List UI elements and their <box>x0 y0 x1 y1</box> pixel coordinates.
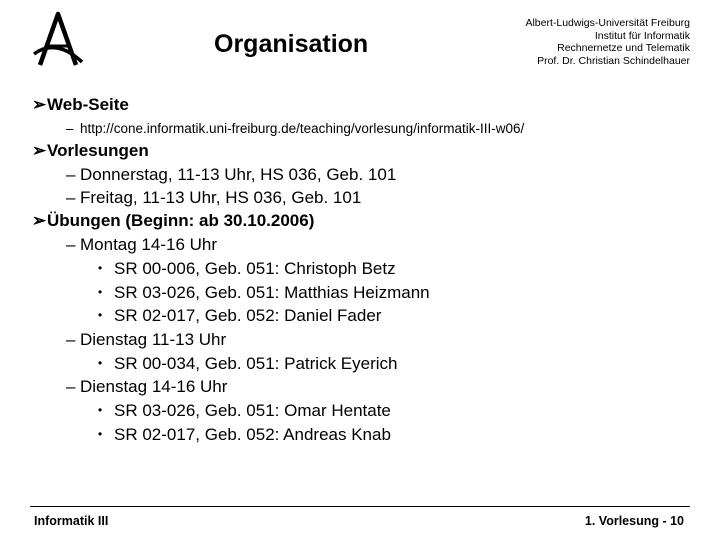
list-item <box>66 188 361 208</box>
dot-bullet: • <box>98 285 103 299</box>
list-item <box>66 165 396 185</box>
section-uebungen <box>32 211 314 231</box>
list-item <box>98 259 396 279</box>
group-label <box>66 330 226 350</box>
section-heading: Web-Seite <box>47 95 129 114</box>
list-item <box>98 354 397 374</box>
group-label <box>66 235 217 255</box>
arrow-bullet-icon: ➢ <box>32 95 47 114</box>
list-item <box>98 425 391 445</box>
footer-divider <box>30 506 690 507</box>
dash-bullet: – <box>66 377 76 396</box>
list-item <box>98 283 430 303</box>
list-item <box>98 306 381 326</box>
institution-block <box>430 17 690 67</box>
dot-bullet: • <box>98 261 103 275</box>
uebung-item-text: SR 03-026, Geb. 051: Matthias Heizmann <box>114 283 430 302</box>
uebung-item-text: SR 03-026, Geb. 051: Omar Hentate <box>114 401 391 420</box>
dash-bullet: – <box>66 121 74 136</box>
institution-line: Prof. Dr. Christian Schindelhauer <box>537 54 690 67</box>
footer-course: Informatik III <box>34 514 109 528</box>
institution-line: Institut für Informatik <box>594 29 690 42</box>
dot-bullet: • <box>98 356 103 370</box>
uebung-item-text: SR 02-017, Geb. 052: Andreas Knab <box>114 425 391 444</box>
dash-bullet: – <box>66 188 76 207</box>
institution-line: Albert-Ludwigs-Universität Freiburg <box>525 17 690 29</box>
footer-page-number: 1. Vorlesung - 10 <box>584 514 684 528</box>
group-label <box>66 377 227 397</box>
section-heading: Vorlesungen <box>47 141 149 160</box>
dash-bullet: – <box>66 235 76 254</box>
dash-bullet: – <box>66 165 76 184</box>
arrow-bullet-icon: ➢ <box>32 211 47 230</box>
section-heading: Übungen <box>47 211 121 230</box>
section-webseite <box>32 95 129 115</box>
arrow-bullet-icon: ➢ <box>32 141 47 160</box>
group-label-text: Dienstag 14-16 Uhr <box>80 377 228 396</box>
group-label-text: Montag 14-16 Uhr <box>80 235 218 254</box>
webseite-url-line <box>66 121 524 136</box>
institution-line: Rechnernetze und Telematik <box>557 42 690 54</box>
uebung-item-text: SR 02-017, Geb. 052: Daniel Fader <box>114 306 382 325</box>
uebung-item-text: SR 00-034, Geb. 051: Patrick Eyerich <box>114 354 398 373</box>
dot-bullet: • <box>98 308 103 322</box>
uebung-item-text: SR 00-006, Geb. 051: Christoph Betz <box>114 259 396 278</box>
dot-bullet: • <box>98 427 103 441</box>
section-vorlesungen <box>32 141 149 161</box>
university-logo-icon <box>28 10 88 70</box>
vorlesung-item-text: Freitag, 11-13 Uhr, HS 036, Geb. 101 <box>80 188 362 207</box>
slide-title: Organisation <box>214 30 369 58</box>
section-heading-suffix: (Beginn: ab 30.10.2006) <box>125 211 315 230</box>
vorlesung-item-text: Donnerstag, 11-13 Uhr, HS 036, Geb. 101 <box>80 165 397 184</box>
list-item <box>98 401 391 421</box>
group-label-text: Dienstag 11-13 Uhr <box>80 330 227 349</box>
dash-bullet: – <box>66 330 76 349</box>
webseite-url-link[interactable]: http://cone.informatik.uni-freiburg.de/teaching/vorlesung/informatik-III-w06/ <box>80 121 525 136</box>
dot-bullet: • <box>98 403 103 417</box>
